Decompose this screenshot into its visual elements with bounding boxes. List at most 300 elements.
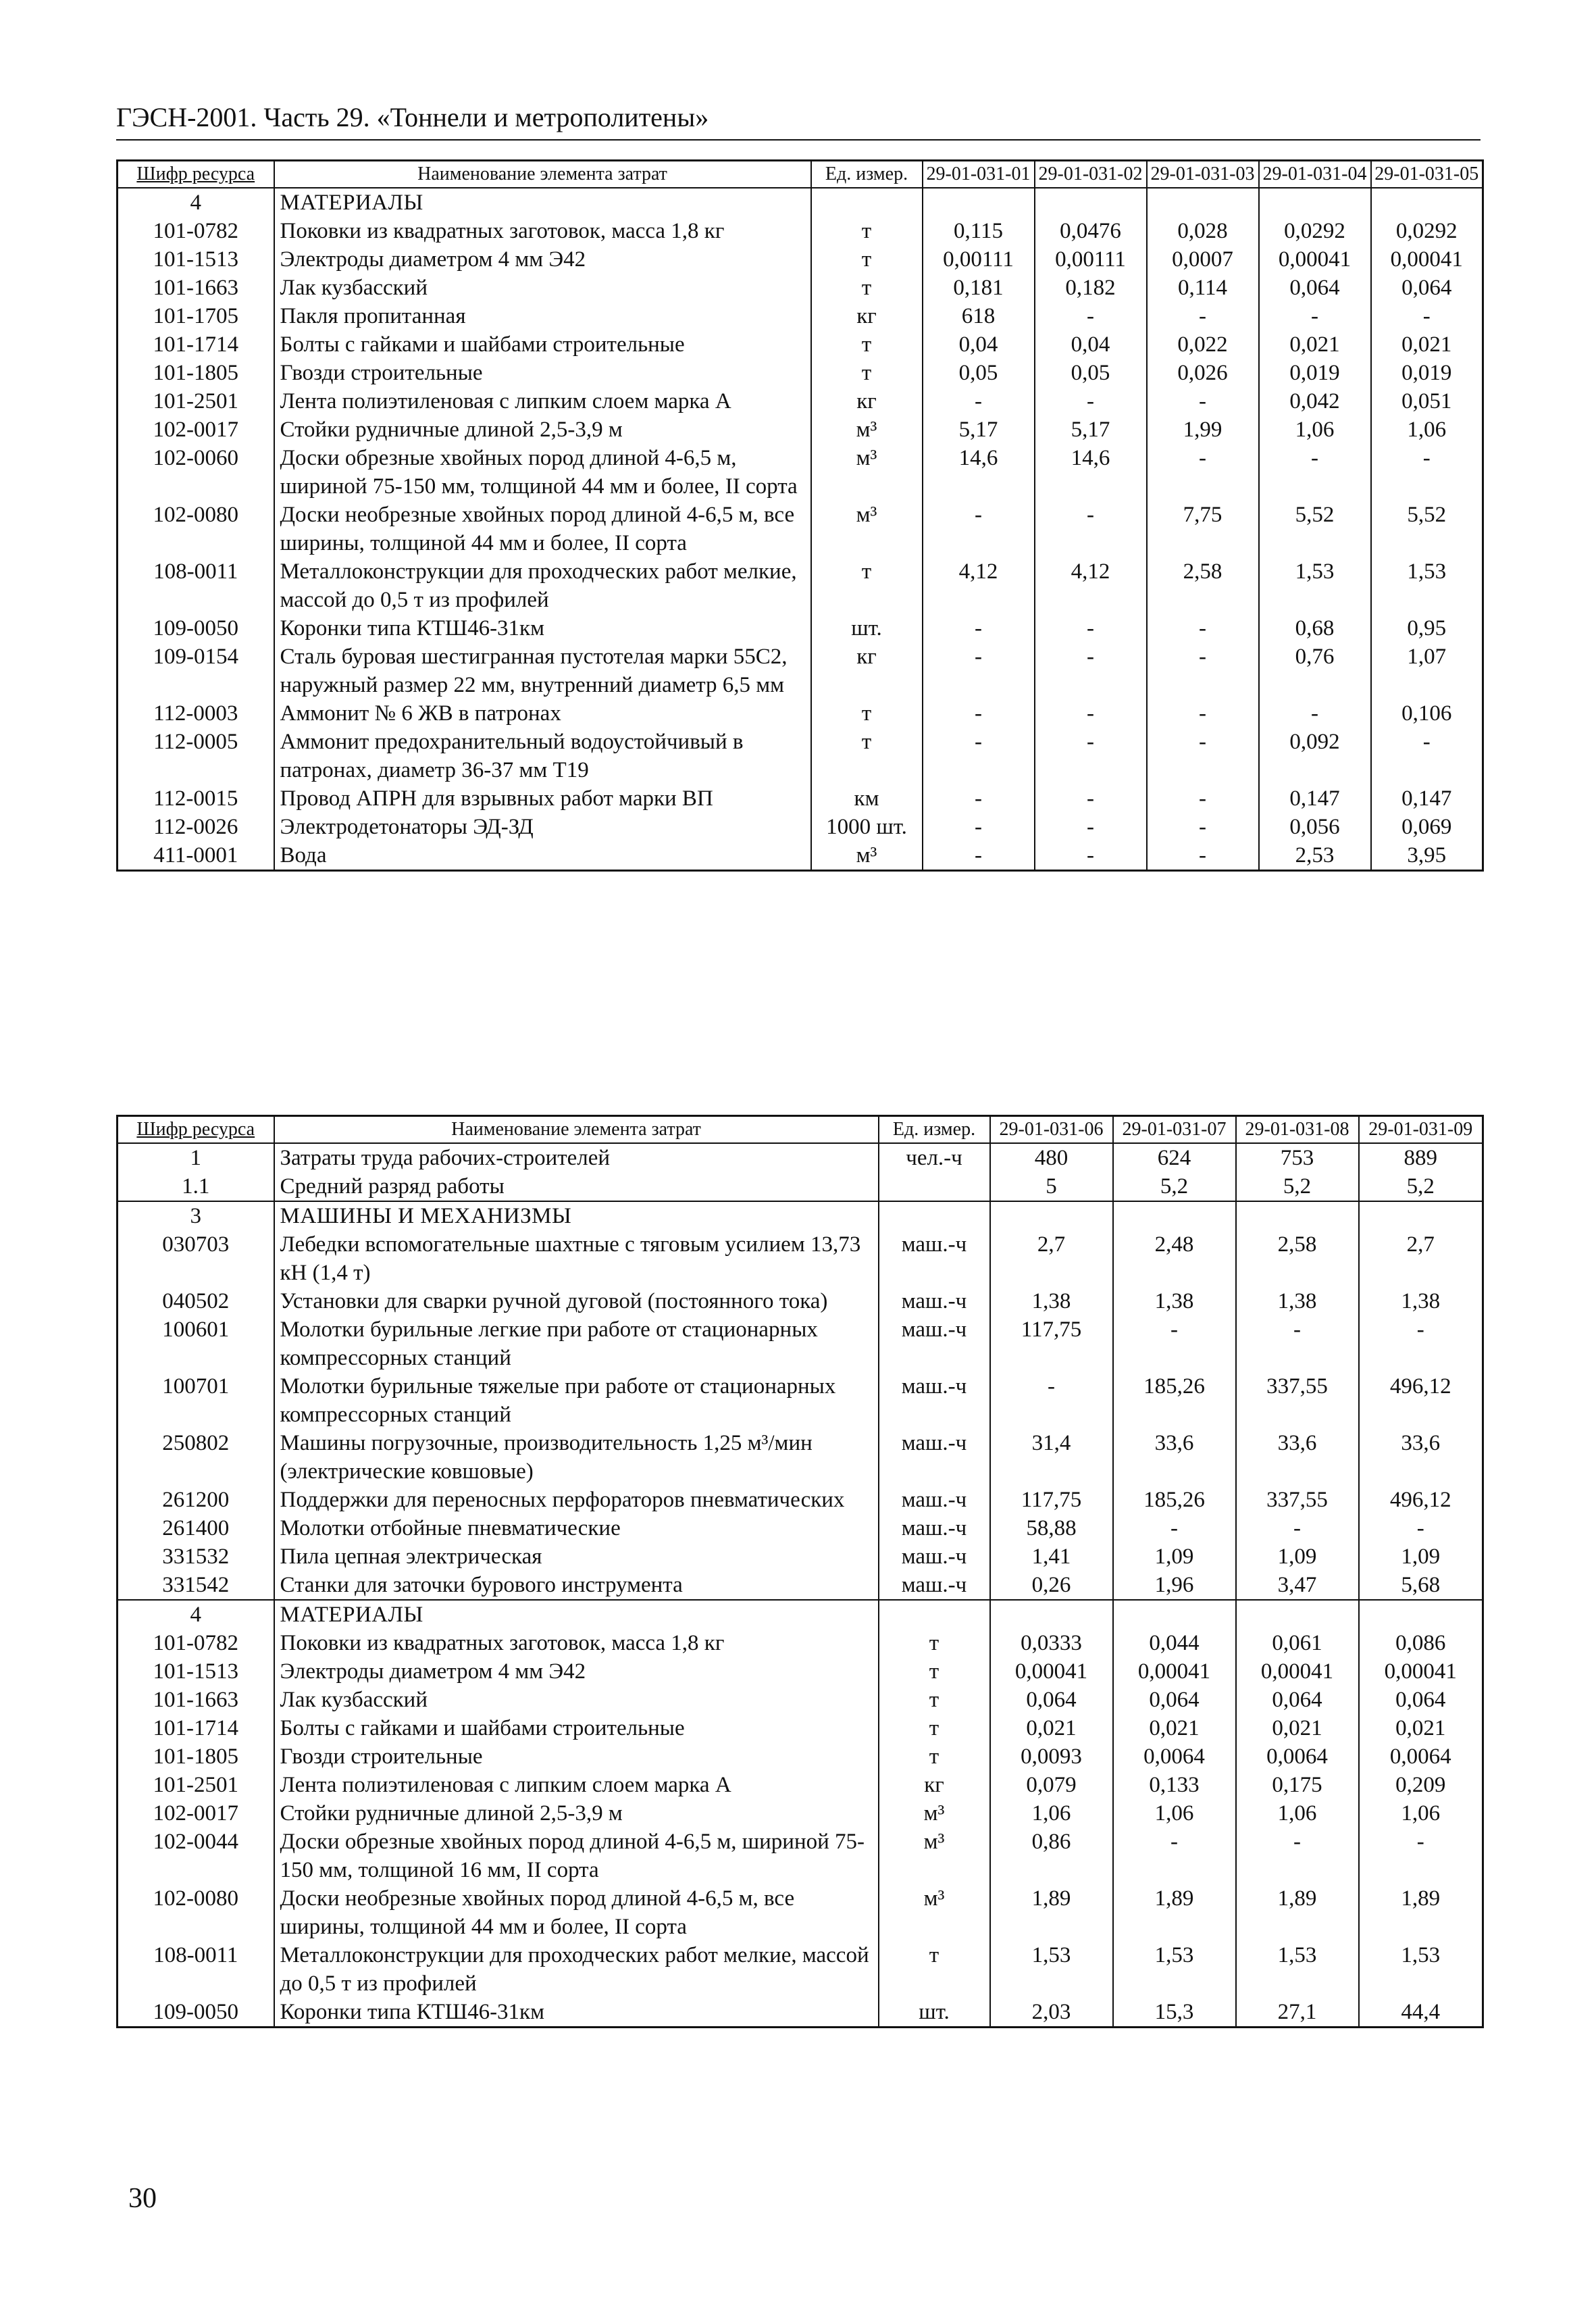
table-row <box>118 1884 1483 1941</box>
resource-name-cell: Доски обрезные хвойных пород длиной 4-6,5 м, шириной 75-150 мм, толщиной 44 мм и более, II сорта <box>274 444 811 501</box>
value-cell: 1,38 <box>1359 1287 1483 1315</box>
value-cell: - <box>1236 1828 1359 1884</box>
value-cell: 0,26 <box>990 1571 1113 1600</box>
value-cell: 496,12 <box>1359 1486 1483 1514</box>
value-cell: 1,06 <box>1371 416 1483 444</box>
unit-cell: м³ <box>811 416 923 444</box>
section-code: 4 <box>118 188 274 217</box>
table-row <box>118 444 1483 501</box>
value-cell: - <box>1113 1514 1236 1542</box>
resource-code-cell: 040502 <box>118 1287 274 1315</box>
table-row <box>118 245 1483 274</box>
value-cell: 5,17 <box>923 416 1035 444</box>
resource-name-cell: Лебедки вспомогательные шахтные с тяговым усилием 13,73 кН (1,4 т) <box>274 1230 879 1287</box>
value-cell: - <box>923 728 1035 784</box>
value-cell: 33,6 <box>1113 1429 1236 1486</box>
value-cell: 0,019 <box>1371 359 1483 387</box>
resource-code-cell: 102-0080 <box>118 1884 274 1941</box>
value-cell: 0,0064 <box>1236 1742 1359 1771</box>
value-cell: - <box>923 501 1035 557</box>
resource-code-cell: 261400 <box>118 1514 274 1542</box>
value-cell: - <box>1359 1315 1483 1372</box>
section-title: МАТЕРИАЛЫ <box>274 188 811 217</box>
column-header-norm: 29-01-031-06 <box>990 1116 1113 1144</box>
unit-cell: м³ <box>879 1828 990 1884</box>
resource-name-cell: Доски обрезные хвойных пород длиной 4-6,5 м, шириной 75-150 мм, толщиной 16 мм, II сорта <box>274 1828 879 1884</box>
value-cell: - <box>923 784 1035 813</box>
value-cell: 1,41 <box>990 1542 1113 1571</box>
value-cell: - <box>923 699 1035 728</box>
value-cell: 0,00111 <box>923 245 1035 274</box>
resource-code-cell: 1.1 <box>118 1172 274 1201</box>
table-row <box>118 1799 1483 1828</box>
value-cell: 0,147 <box>1259 784 1371 813</box>
table-row <box>118 1287 1483 1315</box>
column-header-norm: 29-01-031-07 <box>1113 1116 1236 1144</box>
value-cell: 1,06 <box>990 1799 1113 1828</box>
value-cell: 31,4 <box>990 1429 1113 1486</box>
value-cell: 5,52 <box>1259 501 1371 557</box>
table-row <box>118 1742 1483 1771</box>
table-row <box>118 643 1483 699</box>
resource-code-cell: 101-1513 <box>118 245 274 274</box>
resource-code-cell: 112-0003 <box>118 699 274 728</box>
value-cell: 0,092 <box>1259 728 1371 784</box>
value-cell: 0,106 <box>1371 699 1483 728</box>
value-cell: 5,52 <box>1371 501 1483 557</box>
value-cell: - <box>1113 1828 1236 1884</box>
resource-code-cell: 100601 <box>118 1315 274 1372</box>
resource-code-cell: 101-1714 <box>118 1714 274 1742</box>
resource-code-cell: 101-1513 <box>118 1657 274 1686</box>
value-cell: - <box>1035 813 1147 841</box>
resource-code-cell: 109-0154 <box>118 643 274 699</box>
value-cell: 1,53 <box>1359 1941 1483 1998</box>
value-cell: 185,26 <box>1113 1372 1236 1429</box>
value-cell: 0,00041 <box>1113 1657 1236 1686</box>
value-cell: 1,06 <box>1359 1799 1483 1828</box>
resource-name-cell: Гвозди строительные <box>274 359 811 387</box>
value-cell: 0,061 <box>1236 1629 1359 1657</box>
value-cell: 0,0292 <box>1371 217 1483 245</box>
resource-name-cell: Молотки бурильные тяжелые при работе от стационарных компрессорных станций <box>274 1372 879 1429</box>
table-row <box>118 1514 1483 1542</box>
table-row <box>118 1828 1483 1884</box>
value-cell: 753 <box>1236 1143 1359 1172</box>
value-cell: - <box>1147 444 1259 501</box>
resource-code-cell: 331532 <box>118 1542 274 1571</box>
value-cell: 0,021 <box>1259 330 1371 359</box>
value-cell: 0,209 <box>1359 1771 1483 1799</box>
value-cell: 0,133 <box>1113 1771 1236 1799</box>
table-row <box>118 501 1483 557</box>
column-header-code: Шифр ресурса <box>118 161 274 188</box>
value-cell: 5,17 <box>1035 416 1147 444</box>
value-cell: 624 <box>1113 1143 1236 1172</box>
value-cell: - <box>1035 501 1147 557</box>
value-cell: 0,00041 <box>1259 245 1371 274</box>
value-cell: - <box>1147 784 1259 813</box>
resource-code-cell: 109-0050 <box>118 1998 274 2028</box>
table-row <box>118 614 1483 643</box>
value-cell: 0,0064 <box>1113 1742 1236 1771</box>
column-header-norm: 29-01-031-03 <box>1147 161 1259 188</box>
resource-name-cell: Установки для сварки ручной дуговой (постоянного тока) <box>274 1287 879 1315</box>
value-cell: 2,58 <box>1147 557 1259 614</box>
table-row <box>118 416 1483 444</box>
column-header-norm: 29-01-031-09 <box>1359 1116 1483 1144</box>
value-cell: - <box>923 614 1035 643</box>
value-cell: 58,88 <box>990 1514 1113 1542</box>
table-row <box>118 1941 1483 1998</box>
value-cell: 0,064 <box>1359 1686 1483 1714</box>
unit-cell: т <box>811 330 923 359</box>
resource-name-cell: Электродетонаторы ЭД-ЗД <box>274 813 811 841</box>
column-header-name: Наименование элемента затрат <box>274 161 811 188</box>
value-cell: 0,056 <box>1259 813 1371 841</box>
resource-name-cell: Поковки из квадратных заготовок, масса 1,8 кг <box>274 1629 879 1657</box>
value-cell: - <box>1371 728 1483 784</box>
resource-code-cell: 101-2501 <box>118 1771 274 1799</box>
value-cell: - <box>1035 643 1147 699</box>
unit-cell: т <box>879 1686 990 1714</box>
resource-code-cell: 108-0011 <box>118 557 274 614</box>
unit-cell: т <box>811 557 923 614</box>
value-cell: 1,89 <box>990 1884 1113 1941</box>
value-cell: 1,53 <box>1236 1941 1359 1998</box>
value-cell: 0,68 <box>1259 614 1371 643</box>
value-cell: 0,021 <box>1236 1714 1359 1742</box>
resource-code-cell: 112-0015 <box>118 784 274 813</box>
unit-cell: т <box>811 359 923 387</box>
table-row <box>118 1143 1483 1172</box>
page-header: ГЭСН-2001. Часть 29. «Тоннели и метрополитены» <box>116 101 1481 141</box>
unit-cell: т <box>811 217 923 245</box>
value-cell: 5,68 <box>1359 1571 1483 1600</box>
value-cell: 0,0292 <box>1259 217 1371 245</box>
column-header-unit: Ед. измер. <box>811 161 923 188</box>
unit-cell: маш.-ч <box>879 1372 990 1429</box>
table-row <box>118 1771 1483 1799</box>
section-code: 4 <box>118 1600 274 1629</box>
unit-cell: м³ <box>879 1884 990 1941</box>
unit-cell: т <box>879 1941 990 1998</box>
table-row <box>118 1172 1483 1201</box>
value-cell: 0,182 <box>1035 274 1147 302</box>
value-cell: 0,00111 <box>1035 245 1147 274</box>
value-cell: 889 <box>1359 1143 1483 1172</box>
value-cell: 1,07 <box>1371 643 1483 699</box>
resource-name-cell: Пакля пропитанная <box>274 302 811 330</box>
value-cell: 480 <box>990 1143 1113 1172</box>
value-cell: - <box>1035 841 1147 871</box>
value-cell: - <box>1359 1828 1483 1884</box>
column-header-norm: 29-01-031-04 <box>1259 161 1371 188</box>
resource-code-cell: 331542 <box>118 1571 274 1600</box>
value-cell: - <box>1371 302 1483 330</box>
value-cell: 1,06 <box>1113 1799 1236 1828</box>
value-cell: 0,026 <box>1147 359 1259 387</box>
value-cell: 0,04 <box>1035 330 1147 359</box>
value-cell: 1,38 <box>990 1287 1113 1315</box>
value-cell: - <box>1236 1315 1359 1372</box>
unit-cell: м³ <box>811 501 923 557</box>
unit-cell: маш.-ч <box>879 1486 990 1514</box>
value-cell: 0,086 <box>1359 1629 1483 1657</box>
column-header-norm: 29-01-031-02 <box>1035 161 1147 188</box>
value-cell: - <box>1259 699 1371 728</box>
value-cell: 1,38 <box>1113 1287 1236 1315</box>
value-cell: 1,53 <box>990 1941 1113 1998</box>
table-row <box>118 841 1483 871</box>
value-cell: 0,0064 <box>1359 1742 1483 1771</box>
resource-name-cell: Доски необрезные хвойных пород длиной 4-6,5 м, все ширины, толщиной 44 мм и более, II сорта <box>274 501 811 557</box>
value-cell: 0,064 <box>1236 1686 1359 1714</box>
value-cell: 7,75 <box>1147 501 1259 557</box>
value-cell: 0,05 <box>923 359 1035 387</box>
unit-cell: маш.-ч <box>879 1287 990 1315</box>
table-row <box>118 1372 1483 1429</box>
resource-name-cell: Поковки из квадратных заготовок, масса 1,8 кг <box>274 217 811 245</box>
value-cell: 0,064 <box>1113 1686 1236 1714</box>
unit-cell: т <box>879 1657 990 1686</box>
value-cell: 0,042 <box>1259 387 1371 416</box>
value-cell: 0,00041 <box>1371 245 1483 274</box>
section-code: 3 <box>118 1201 274 1230</box>
resource-code-cell: 102-0080 <box>118 501 274 557</box>
value-cell: - <box>923 387 1035 416</box>
resource-name-cell: Сталь буровая шестигранная пустотелая марки 55С2, наружный размер 22 мм, внутренний диаметр 6,5 мм <box>274 643 811 699</box>
value-cell: 0,86 <box>990 1828 1113 1884</box>
value-cell: - <box>1035 614 1147 643</box>
resource-name-cell: Доски необрезные хвойных пород длиной 4-6,5 м, все ширины, толщиной 44 мм и более, II сорта <box>274 1884 879 1941</box>
resource-name-cell: Стойки рудничные длиной 2,5-3,9 м <box>274 1799 879 1828</box>
resource-code-cell: 101-0782 <box>118 217 274 245</box>
value-cell: 2,03 <box>990 1998 1113 2028</box>
table-row <box>118 387 1483 416</box>
value-cell: 0,0333 <box>990 1629 1113 1657</box>
value-cell: 0,064 <box>1371 274 1483 302</box>
section-title: МАШИНЫ И МЕХАНИЗМЫ <box>274 1201 879 1230</box>
resource-name-cell: Пила цепная электрическая <box>274 1542 879 1571</box>
resource-name-cell: Электроды диаметром 4 мм Э42 <box>274 1657 879 1686</box>
value-cell: - <box>923 643 1035 699</box>
unit-cell: маш.-ч <box>879 1429 990 1486</box>
value-cell: 27,1 <box>1236 1998 1359 2028</box>
resource-code-cell: 261200 <box>118 1486 274 1514</box>
unit-cell: т <box>811 728 923 784</box>
section-title: МАТЕРИАЛЫ <box>274 1600 879 1629</box>
value-cell: - <box>1147 614 1259 643</box>
unit-cell: маш.-ч <box>879 1542 990 1571</box>
resource-code-cell: 102-0017 <box>118 1799 274 1828</box>
value-cell: 0,00041 <box>1359 1657 1483 1686</box>
value-cell: 0,051 <box>1371 387 1483 416</box>
table-row <box>118 1486 1483 1514</box>
section-row-machines <box>118 1201 1483 1230</box>
resource-name-cell: Лак кузбасский <box>274 1686 879 1714</box>
resource-code-cell: 101-1663 <box>118 274 274 302</box>
value-cell: 5,2 <box>1359 1172 1483 1201</box>
resource-name-cell: Металлоконструкции для проходческих работ мелкие, массой до 0,5 т из профилей <box>274 1941 879 1998</box>
unit-cell: чел.-ч <box>879 1143 990 1172</box>
value-cell: 0,021 <box>1359 1714 1483 1742</box>
value-cell: 5,2 <box>1113 1172 1236 1201</box>
unit-cell <box>879 1172 990 1201</box>
resource-name-cell: Лента полиэтиленовая с липким слоем марка А <box>274 1771 879 1799</box>
table-row <box>118 1571 1483 1600</box>
unit-cell: т <box>879 1742 990 1771</box>
value-cell: 1,53 <box>1113 1941 1236 1998</box>
value-cell: 2,58 <box>1236 1230 1359 1287</box>
section-row-materials <box>118 1600 1483 1629</box>
resource-name-cell: Электроды диаметром 4 мм Э42 <box>274 245 811 274</box>
unit-cell: маш.-ч <box>879 1514 990 1542</box>
value-cell: 1,06 <box>1236 1799 1359 1828</box>
value-cell: 337,55 <box>1236 1372 1359 1429</box>
resource-name-cell: Станки для заточки бурового инструмента <box>274 1571 879 1600</box>
resource-name-cell: Коронки типа КТШ46-31км <box>274 1998 879 2028</box>
value-cell: 1,89 <box>1113 1884 1236 1941</box>
resource-name-cell: Аммонит № 6 ЖВ в патронах <box>274 699 811 728</box>
value-cell: 1,89 <box>1236 1884 1359 1941</box>
value-cell: 1,96 <box>1113 1571 1236 1600</box>
resource-name-cell: Молотки бурильные легкие при работе от стационарных компрессорных станций <box>274 1315 879 1372</box>
page-number: 30 <box>128 2183 157 2214</box>
resource-name-cell: Стойки рудничные длиной 2,5-3,9 м <box>274 416 811 444</box>
table-row <box>118 1542 1483 1571</box>
column-header-name: Наименование элемента затрат <box>274 1116 879 1144</box>
unit-cell: кг <box>811 302 923 330</box>
value-cell: - <box>1147 387 1259 416</box>
resource-code-cell: 101-1714 <box>118 330 274 359</box>
resource-code-cell: 108-0011 <box>118 1941 274 1998</box>
value-cell: 3,47 <box>1236 1571 1359 1600</box>
value-cell: 0,021 <box>1113 1714 1236 1742</box>
value-cell: 0,00041 <box>1236 1657 1359 1686</box>
column-header-code: Шифр ресурса <box>118 1116 274 1144</box>
value-cell: 4,12 <box>923 557 1035 614</box>
resource-name-cell: Коронки типа КТШ46-31км <box>274 614 811 643</box>
resource-code-cell: 101-2501 <box>118 387 274 416</box>
value-cell: 5,2 <box>1236 1172 1359 1201</box>
value-cell: 0,0093 <box>990 1742 1113 1771</box>
table-row <box>118 1657 1483 1686</box>
value-cell: 618 <box>923 302 1035 330</box>
column-header-norm: 29-01-031-08 <box>1236 1116 1359 1144</box>
value-cell: - <box>1236 1514 1359 1542</box>
value-cell: - <box>1147 699 1259 728</box>
resource-code-cell: 101-1663 <box>118 1686 274 1714</box>
resource-code-cell: 250802 <box>118 1429 274 1486</box>
value-cell: 117,75 <box>990 1315 1113 1372</box>
value-cell: - <box>1147 643 1259 699</box>
resource-name-cell: Гвозди строительные <box>274 1742 879 1771</box>
resource-table-2 <box>116 1115 1484 2028</box>
resource-name-cell: Болты с гайками и шайбами строительные <box>274 330 811 359</box>
section-row-materials <box>118 188 1483 217</box>
value-cell: 4,12 <box>1035 557 1147 614</box>
value-cell: - <box>1259 302 1371 330</box>
resource-code-cell: 102-0044 <box>118 1828 274 1884</box>
unit-cell: шт. <box>811 614 923 643</box>
table-row <box>118 728 1483 784</box>
value-cell: 1,89 <box>1359 1884 1483 1941</box>
unit-cell: т <box>879 1714 990 1742</box>
table-row <box>118 1230 1483 1287</box>
resource-name-cell: Лента полиэтиленовая с липким слоем марка А <box>274 387 811 416</box>
value-cell: 2,48 <box>1113 1230 1236 1287</box>
table-row <box>118 1429 1483 1486</box>
value-cell: - <box>1035 699 1147 728</box>
value-cell: - <box>1035 387 1147 416</box>
table-row <box>118 699 1483 728</box>
resource-code-cell: 109-0050 <box>118 614 274 643</box>
resource-code-cell: 112-0005 <box>118 728 274 784</box>
value-cell: 0,069 <box>1371 813 1483 841</box>
value-cell: - <box>1035 302 1147 330</box>
value-cell: - <box>1035 784 1147 813</box>
resource-name-cell: Вода <box>274 841 811 871</box>
value-cell: 337,55 <box>1236 1486 1359 1514</box>
value-cell: 0,76 <box>1259 643 1371 699</box>
value-cell: 3,95 <box>1371 841 1483 871</box>
value-cell: 1,53 <box>1259 557 1371 614</box>
value-cell: 117,75 <box>990 1486 1113 1514</box>
table-row <box>118 1998 1483 2028</box>
value-cell: 44,4 <box>1359 1998 1483 2028</box>
table-row <box>118 217 1483 245</box>
value-cell: 0,021 <box>990 1714 1113 1742</box>
value-cell: 0,114 <box>1147 274 1259 302</box>
value-cell: 496,12 <box>1359 1372 1483 1429</box>
resource-code-cell: 1 <box>118 1143 274 1172</box>
unit-cell: км <box>811 784 923 813</box>
value-cell: - <box>1359 1514 1483 1542</box>
value-cell: 0,028 <box>1147 217 1259 245</box>
table-row <box>118 784 1483 813</box>
unit-cell: т <box>811 699 923 728</box>
resource-name-cell: Металлоконструкции для проходческих работ мелкие, массой до 0,5 т из профилей <box>274 557 811 614</box>
value-cell: 1,53 <box>1371 557 1483 614</box>
resource-code-cell: 112-0026 <box>118 813 274 841</box>
value-cell: 0,147 <box>1371 784 1483 813</box>
value-cell: 0,022 <box>1147 330 1259 359</box>
value-cell: 0,95 <box>1371 614 1483 643</box>
resource-table-1 <box>116 159 1484 872</box>
value-cell: 1,99 <box>1147 416 1259 444</box>
value-cell: - <box>1147 841 1259 871</box>
unit-cell: 1000 шт. <box>811 813 923 841</box>
unit-cell: маш.-ч <box>879 1315 990 1372</box>
table-row <box>118 1714 1483 1742</box>
value-cell: 1,38 <box>1236 1287 1359 1315</box>
unit-cell: маш.-ч <box>879 1230 990 1287</box>
resource-name-cell: Лак кузбасский <box>274 274 811 302</box>
value-cell: 5 <box>990 1172 1113 1201</box>
unit-cell: м³ <box>811 444 923 501</box>
unit-cell: кг <box>811 387 923 416</box>
value-cell: 33,6 <box>1236 1429 1359 1486</box>
resource-code-cell: 101-0782 <box>118 1629 274 1657</box>
resource-code-cell: 102-0060 <box>118 444 274 501</box>
resource-name-cell: Аммонит предохранительный водоустойчивый в патронах, диаметр 36-37 мм Т19 <box>274 728 811 784</box>
value-cell: - <box>1147 728 1259 784</box>
value-cell: 1,09 <box>1236 1542 1359 1571</box>
value-cell: - <box>1147 813 1259 841</box>
resource-name-cell: Затраты труда рабочих-строителей <box>274 1143 879 1172</box>
value-cell: 185,26 <box>1113 1486 1236 1514</box>
